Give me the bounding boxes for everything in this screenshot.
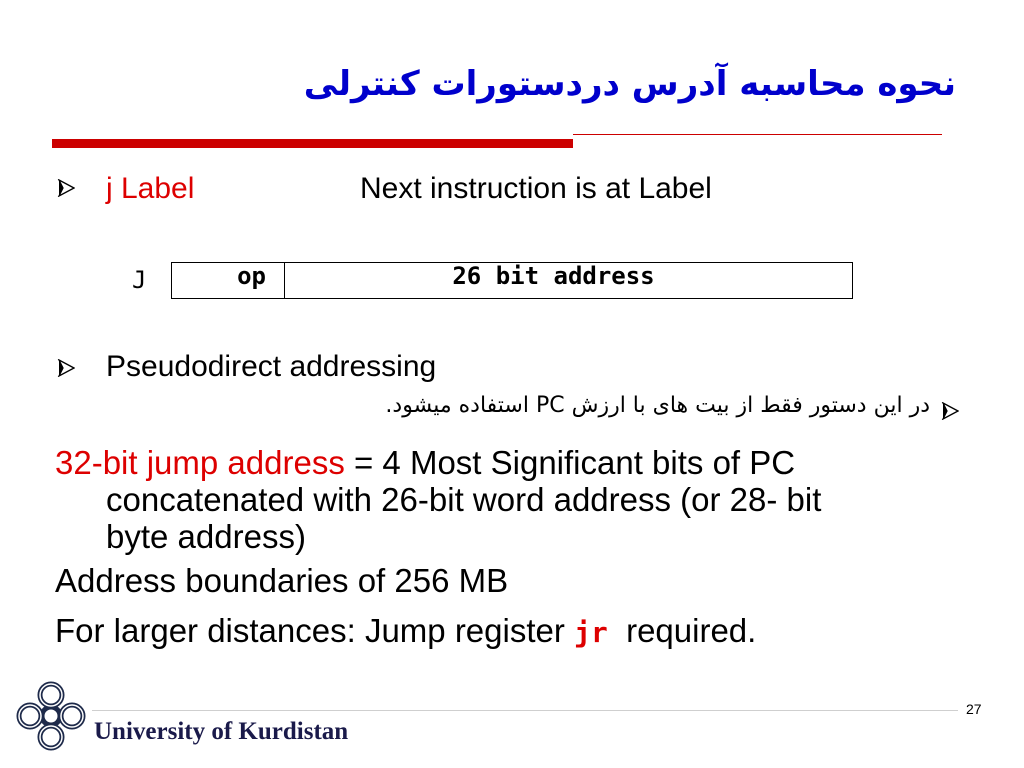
- university-name: University of Kurdistan: [94, 718, 349, 745]
- jr-code: jr: [574, 616, 608, 649]
- title-underline-thin: [573, 134, 942, 135]
- instruction-format-table: [171, 262, 853, 299]
- next-instruction-text: Next instruction is at Label: [360, 172, 712, 205]
- page-number: 27: [966, 701, 982, 717]
- pseudodirect-text: Pseudodirect addressing: [106, 350, 437, 383]
- slide-title: نحوه محاسبه آدرس دردستورات کنترلی: [303, 64, 956, 104]
- address-boundaries-text: Address boundaries of 256 MB: [55, 562, 509, 599]
- address-field: 26 bit address: [452, 262, 655, 290]
- j-format-label: J: [132, 266, 147, 294]
- arrow-bullet-icon: [57, 179, 75, 197]
- arrow-bullet-icon: [941, 402, 959, 420]
- larger-distances-paragraph: [55, 612, 985, 651]
- arrow-bullet-icon: [57, 359, 75, 377]
- persian-bullet-text: در این دستور فقط از بیت های با ارزش PC استفاده میشود.: [385, 393, 930, 418]
- op-field: op: [172, 263, 285, 298]
- title-underline-thick: [52, 139, 573, 148]
- j-label-text: j Label: [106, 172, 195, 205]
- jump-address-paragraph: [55, 444, 985, 555]
- university-logo-icon: [14, 679, 88, 753]
- jump-address-line2: concatenated with 26-bit word address (or 28- bit: [106, 481, 822, 518]
- jump-address-line3: byte address): [106, 518, 306, 555]
- larger-distances-text: For larger distances: Jump register: [55, 612, 575, 649]
- required-text: required.: [607, 612, 757, 649]
- footer-divider: [92, 710, 958, 711]
- jump-address-term: 32-bit jump address: [55, 444, 345, 481]
- jump-address-line1: = 4 Most Significant bits of PC: [344, 444, 796, 481]
